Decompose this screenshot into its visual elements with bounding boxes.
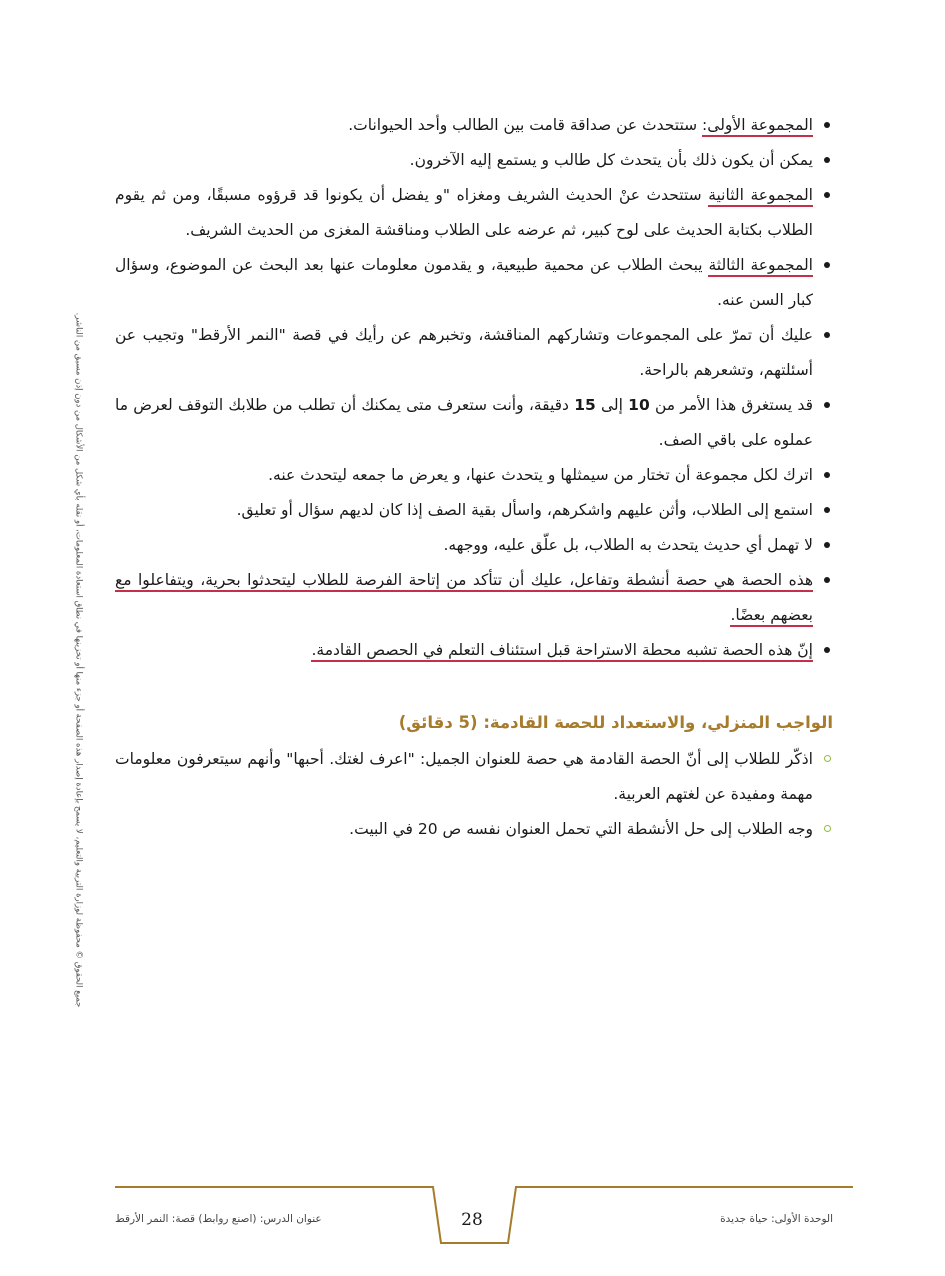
list-item [115, 248, 833, 318]
duration-max: 15 [574, 396, 596, 414]
instructions-list [115, 108, 833, 668]
list-item [115, 633, 833, 668]
list-item [115, 388, 833, 458]
list-item [115, 563, 833, 633]
homework-item: اذكّر للطلاب إلى أنّ الحصة القادمة هي حصة للعنوان الجميل: "اعرف لغتك. أحبها" وأنهم سيتعرفون معلومات مهمة ومفيدة عن لغتهم العربية. [115, 742, 833, 812]
rest-station-note: إنّ هذه الحصة تشبه محطة الاستراحة قبل استئناف التعلم في الحصص القادمة. [311, 641, 813, 662]
activity-note: هذه الحصة هي حصة أنشطة وتفاعل، عليك أن تتأكد من إتاحة الفرصة للطلاب ليتحدثوا بحرية، ويتفاعلوا مع بعضهم بعضًا. [115, 571, 813, 627]
list-item-text: دقيقة، وأنت ستعرف متى يمكنك أن تطلب من طلابك التوقف لعرض ما عملوه على باقي الصف. [115, 396, 813, 449]
list-item [115, 458, 833, 493]
homework-heading: الواجب المنزلي، والاستعداد للحصة القادمة: (5 دقائق) [398, 713, 833, 732]
list-item-text: يبحث الطلاب عن محمية طبيعية، و يقدمون معلومات عنها بعد البحث عن الموضوع، وسؤال كبار السن عنه. [115, 256, 813, 309]
lesson-title: عنوان الدرس: (اصنع روابط) قصة: النمر الأرقط [115, 1213, 322, 1225]
homework-list [115, 742, 833, 847]
list-item [115, 318, 833, 388]
list-item [115, 178, 833, 248]
list-item [115, 493, 833, 528]
list-item [115, 528, 833, 563]
list-item [115, 143, 833, 178]
homework-item: وجه الطلاب إلى حل الأنشطة التي تحمل العنوان نفسه ص 20 في البيت. [115, 812, 833, 847]
group-two-label: المجموعة الثانية [708, 186, 813, 207]
page-number: 28 [461, 1210, 483, 1230]
list-item-text: قد يستغرق هذا الأمر من [649, 396, 813, 414]
duration-min: 10 [628, 396, 650, 414]
unit-title: الوحدة الأولى: حياة جديدة [720, 1213, 833, 1225]
list-item-text: ستتحدث عنْ الحديث الشريف ومغزاه "و يفضل أن يكونوا قد قرؤوه مسبقًا، ومن ثم يقوم الطلاب بكتابة الحديث على لوح كبير، ثم عرضه على الطلاب ومناقشة المغزى من الحديث الشريف. [115, 186, 813, 239]
list-item-text: اترك لكل مجموعة أن تختار من سيمثلها و يتحدث عنها، و يعرض ما جمعه ليتحدث عنه. [268, 466, 813, 484]
copyright-side-note [68, 300, 88, 1020]
list-item-text: ستتحدث عن صداقة قامت بين الطالب وأحد الحيوانات. [348, 116, 703, 134]
list-item-text: عليك أن تمرّ على المجموعات وتشاركهم المناقشة، وتخبرهم عن رأيك في قصة "النمر الأرقط" وتجيب عن أسئلتهم، وتشعرهم بالراحة. [115, 326, 813, 379]
list-item-text: يمكن أن يكون ذلك بأن يتحدث كل طالب و يستمع إليه الآخرون. [409, 151, 813, 169]
copyright-text: جميع الحقوق © محفوظة لوزارة التربية والتعليم، لا يسمح بإعادة إصدار هذه الصفحة أو جزء منها أو تخزينها في نطاق استعادة المعلومات، أو نقله بأي شكل من الأشكال من دون إذن مسبق من الناشر. [73, 312, 83, 1008]
group-one-label: المجموعة الأولى: [702, 116, 813, 137]
list-item [115, 108, 833, 143]
page-content [115, 108, 833, 847]
list-item-text: استمع إلى الطلاب، وأثن عليهم واشكرهم، واسأل بقية الصف إذا كان لديهم سؤال أو تعليق. [236, 501, 813, 519]
list-item-text: إلى [595, 396, 629, 414]
group-three-label: المجموعة الثالثة [708, 256, 813, 277]
list-item-text: لا تهمل أي حديث يتحدث به الطلاب، بل علّق عليه، ووجهه. [443, 536, 813, 554]
